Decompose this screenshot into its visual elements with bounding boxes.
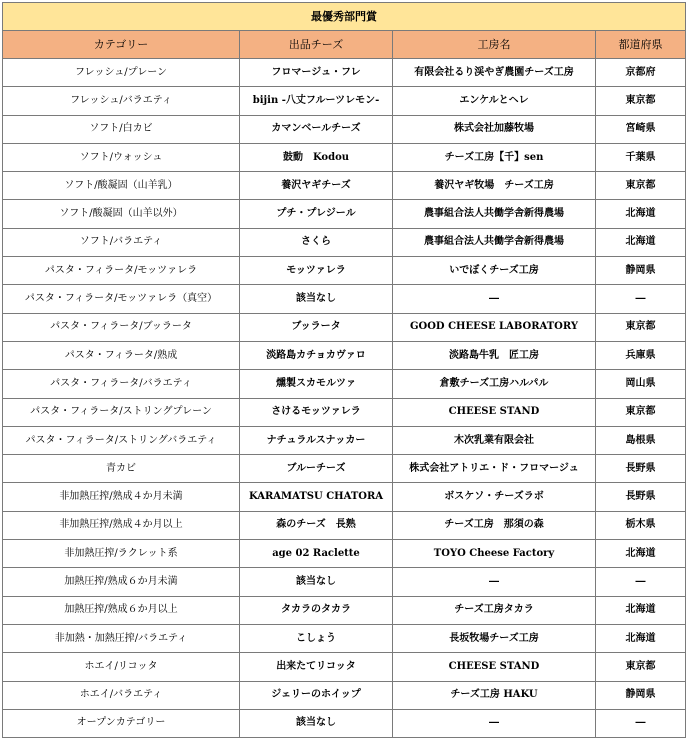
cheese-cell: 燻製スカモルツァ [240,370,393,398]
cheese-cell: 該当なし [240,709,393,737]
table-row [3,653,686,681]
maker-cell: 株式会社加藤牧場 [393,115,596,143]
category-cell: パスタ・フィラータ/モッツァレラ [3,257,240,285]
table-row [3,115,686,143]
title-row [3,3,686,31]
maker-cell: 農事組合法人共働学舎新得農場 [393,228,596,256]
prefecture-cell: 北海道 [596,596,686,624]
cheese-cell: 出来たてリコッタ [240,653,393,681]
header-category: カテゴリー [3,31,240,59]
maker-cell: 淡路島牛乳 匠工房 [393,341,596,369]
cheese-cell: KARAMATSU CHATORA [240,483,393,511]
table-row [3,341,686,369]
prefecture-cell: 東京都 [596,313,686,341]
category-cell: 非加熱・加熱圧搾/バラエティ [3,624,240,652]
table-row [3,709,686,737]
table-row [3,426,686,454]
table-row [3,257,686,285]
maker-cell: 有限会社るり渓やぎ農園チーズ工房 [393,59,596,87]
category-cell: 非加熱圧搾/熟成４か月以上 [3,511,240,539]
maker-cell: 木次乳業有限会社 [393,426,596,454]
maker-cell: GOOD CHEESE LABORATORY [393,313,596,341]
category-cell: 加熱圧搾/熟成６か月以上 [3,596,240,624]
cheese-cell: さけるモッツァレラ [240,398,393,426]
maker-cell: CHEESE STAND [393,398,596,426]
cheese-cell: 該当なし [240,285,393,313]
cheese-cell: プチ・プレジール [240,200,393,228]
prefecture-cell: 兵庫県 [596,341,686,369]
prefecture-cell: 京都府 [596,59,686,87]
category-cell: ソフト/酸凝固（山羊以外） [3,200,240,228]
maker-cell: CHEESE STAND [393,653,596,681]
maker-cell: 農事組合法人共働学舎新得農場 [393,200,596,228]
table-row [3,624,686,652]
prefecture-cell: ― [596,568,686,596]
table-row [3,87,686,115]
prefecture-cell: 北海道 [596,228,686,256]
category-cell: パスタ・フィラータ/バラエティ [3,370,240,398]
prefecture-cell: 静岡県 [596,257,686,285]
maker-cell: エンケルとヘレ [393,87,596,115]
maker-cell: 長坂牧場チーズ工房 [393,624,596,652]
awards-table [2,2,686,738]
table-row [3,370,686,398]
category-cell: 非加熱圧搾/熟成４か月未満 [3,483,240,511]
category-cell: 青カビ [3,455,240,483]
cheese-cell: 該当なし [240,568,393,596]
category-cell: パスタ・フィラータ/モッツァレラ（真空） [3,285,240,313]
prefecture-cell: 長野県 [596,455,686,483]
category-cell: 非加熱圧搾/ラクレット系 [3,540,240,568]
cheese-cell: ナチュラルスナッカー [240,426,393,454]
table-row [3,596,686,624]
table-row [3,228,686,256]
cheese-cell: さくら [240,228,393,256]
cheese-cell: 淡路島カチョカヴァロ [240,341,393,369]
cheese-cell: ブルーチーズ [240,455,393,483]
prefecture-cell: 東京都 [596,87,686,115]
table-body [3,59,686,738]
maker-cell: 倉敷チーズ工房ハルパル [393,370,596,398]
prefecture-cell: 長野県 [596,483,686,511]
prefecture-cell: 北海道 [596,624,686,652]
table-row [3,568,686,596]
prefecture-cell: 東京都 [596,172,686,200]
cheese-cell: モッツァレラ [240,257,393,285]
category-cell: オープンカテゴリー [3,709,240,737]
table-row [3,143,686,171]
table-row [3,313,686,341]
maker-cell: 養沢ヤギ牧場 チーズ工房 [393,172,596,200]
prefecture-cell: ― [596,709,686,737]
table-row [3,483,686,511]
table-row [3,285,686,313]
cheese-cell: こしょう [240,624,393,652]
header-cheese: 出品チーズ [240,31,393,59]
maker-cell: TOYO Cheese Factory [393,540,596,568]
cheese-cell: タカラのタカラ [240,596,393,624]
category-cell: フレッシュ/プレーン [3,59,240,87]
maker-cell: チーズ工房【千】sen [393,143,596,171]
maker-cell: ― [393,285,596,313]
category-cell: ホエイ/バラエティ [3,681,240,709]
category-cell: パスタ・フィラータ/ブッラータ [3,313,240,341]
prefecture-cell: 北海道 [596,540,686,568]
cheese-cell: 森のチーズ 長熟 [240,511,393,539]
header-prefecture: 都道府県 [596,31,686,59]
table-row [3,681,686,709]
prefecture-cell: 東京都 [596,398,686,426]
category-cell: ソフト/白カビ [3,115,240,143]
maker-cell: チーズ工房 HAKU [393,681,596,709]
prefecture-cell: 静岡県 [596,681,686,709]
category-cell: フレッシュ/バラエティ [3,87,240,115]
cheese-cell: 鼓動 Kodou [240,143,393,171]
cheese-cell: bijin -八丈フルーツレモン- [240,87,393,115]
cheese-cell: フロマージュ・フレ [240,59,393,87]
table-row [3,172,686,200]
category-cell: パスタ・フィラータ/熟成 [3,341,240,369]
maker-cell: ― [393,709,596,737]
maker-cell: いでぼくチーズ工房 [393,257,596,285]
category-cell: パスタ・フィラータ/ストリングプレーン [3,398,240,426]
table-row [3,398,686,426]
prefecture-cell: 東京都 [596,653,686,681]
prefecture-cell: 宮崎県 [596,115,686,143]
table-row [3,59,686,87]
header-row [3,31,686,59]
category-cell: ソフト/バラエティ [3,228,240,256]
table-row [3,200,686,228]
maker-cell: チーズ工房 那須の森 [393,511,596,539]
table-row [3,511,686,539]
category-cell: ホエイ/リコッタ [3,653,240,681]
table-title: 最優秀部門賞 [3,3,686,31]
prefecture-cell: 岡山県 [596,370,686,398]
category-cell: パスタ・フィラータ/ストリングバラエティ [3,426,240,454]
category-cell: ソフト/ウォッシュ [3,143,240,171]
prefecture-cell: 千葉県 [596,143,686,171]
maker-cell: チーズ工房タカラ [393,596,596,624]
table-row [3,455,686,483]
header-maker: 工房名 [393,31,596,59]
category-cell: 加熱圧搾/熟成６か月未満 [3,568,240,596]
prefecture-cell: ― [596,285,686,313]
category-cell: ソフト/酸凝固（山羊乳） [3,172,240,200]
cheese-cell: age 02 Raclette [240,540,393,568]
prefecture-cell: 栃木県 [596,511,686,539]
prefecture-cell: 島根県 [596,426,686,454]
cheese-cell: カマンベールチーズ [240,115,393,143]
table-row [3,540,686,568]
maker-cell: 株式会社アトリエ・ド・フロマージュ [393,455,596,483]
cheese-cell: ブッラータ [240,313,393,341]
prefecture-cell: 北海道 [596,200,686,228]
maker-cell: ― [393,568,596,596]
cheese-cell: 養沢ヤギチーズ [240,172,393,200]
cheese-cell: ジェリーのホイップ [240,681,393,709]
maker-cell: ボスケソ・チーズラボ [393,483,596,511]
